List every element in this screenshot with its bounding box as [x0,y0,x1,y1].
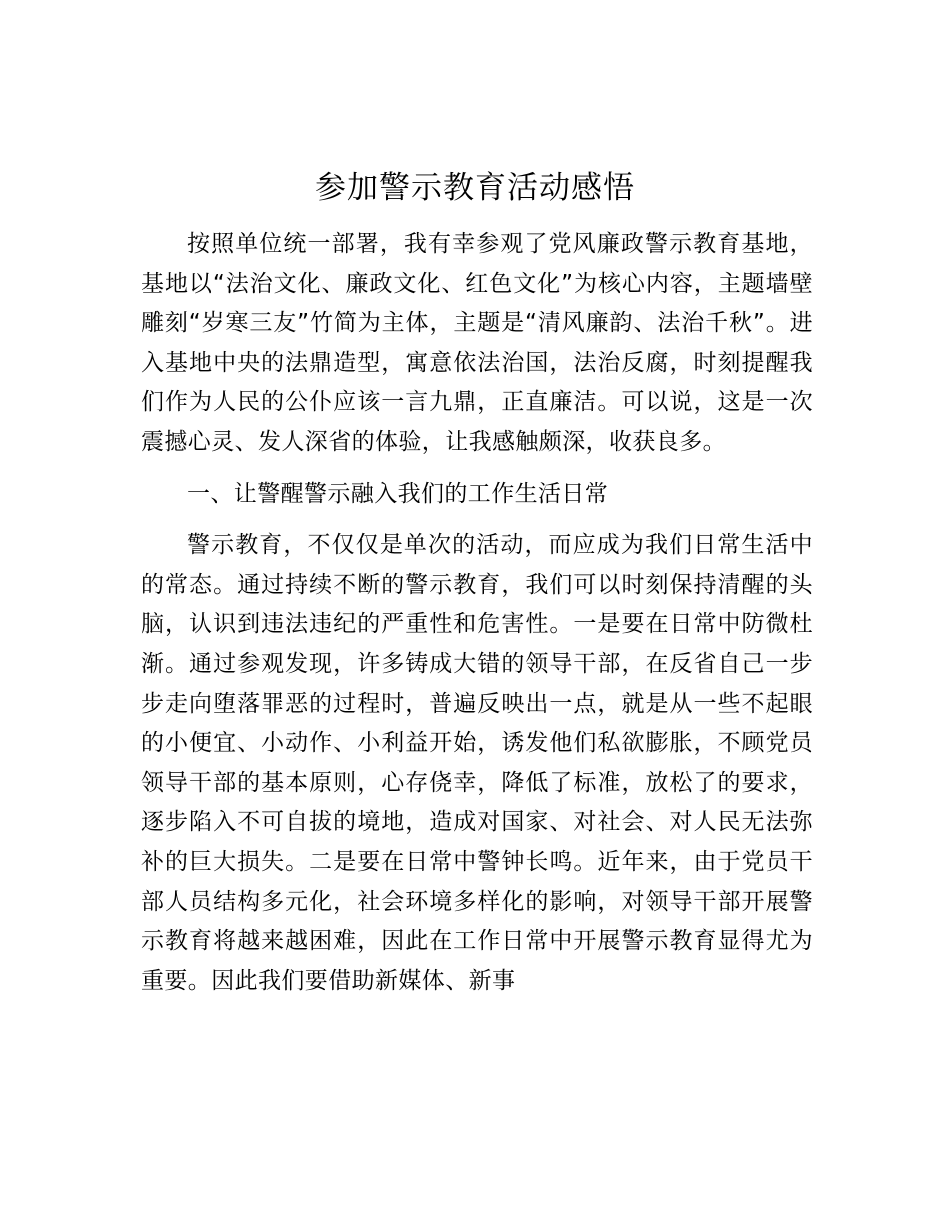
intro-paragraph: 按照单位统一部署，我有幸参观了党风廉政警示教育基地，基地以“法治文化、廉政文化、红色文化”为核心内容，主题墙壁雕刻“岁寒三友”竹简为主体，主题是“清风廉韵、法治千秋”。进入基地中央的法鼎造型，寓意依法治国，法治反腐，时刻提醒我们作为人民的公仆应该一言九鼎，正直廉洁。可以说，这是一次震撼心灵、发人深省的体验，让我感触颇深，收获良多。 [141,231,813,455]
section-heading: 一、让警醒警示融入我们的工作生活日常 [187,480,609,507]
document-body [141,225,813,1001]
body-paragraph: 警示教育，不仅仅是单次的活动，而应成为我们日常生活中的常态。通过持续不断的警示教育，我们可以时刻保持清醒的头脑，认识到违法违纪的严重性和危害性。一是要在日常中防微杜渐。通过参观发现，许多铸成大错的领导干部，在反省自己一步步走向堕落罪恶的过程时，普遍反映出一点，就是从一些不起眼的小便宜、小动作、小利益开始，诱发他们私欲膨胀，不顾党员领导干部的基本原则，心存侥幸，降低了标准，放松了的要求，逐步陷入不可自拔的境地，造成对国家、对社会、对人民无法弥补的巨大损失。二是要在日常中警钟长鸣。近年来，由于党员干部人员结构多元化，社会环境多样化的影响，对领导干部开展警示教育将越来越困难，因此在工作日常中开展警示教育显得尤为重要。因此我们要借助新媒体、新事 [141,532,813,994]
document-title: 参加警示教育活动感悟 [315,170,635,206]
